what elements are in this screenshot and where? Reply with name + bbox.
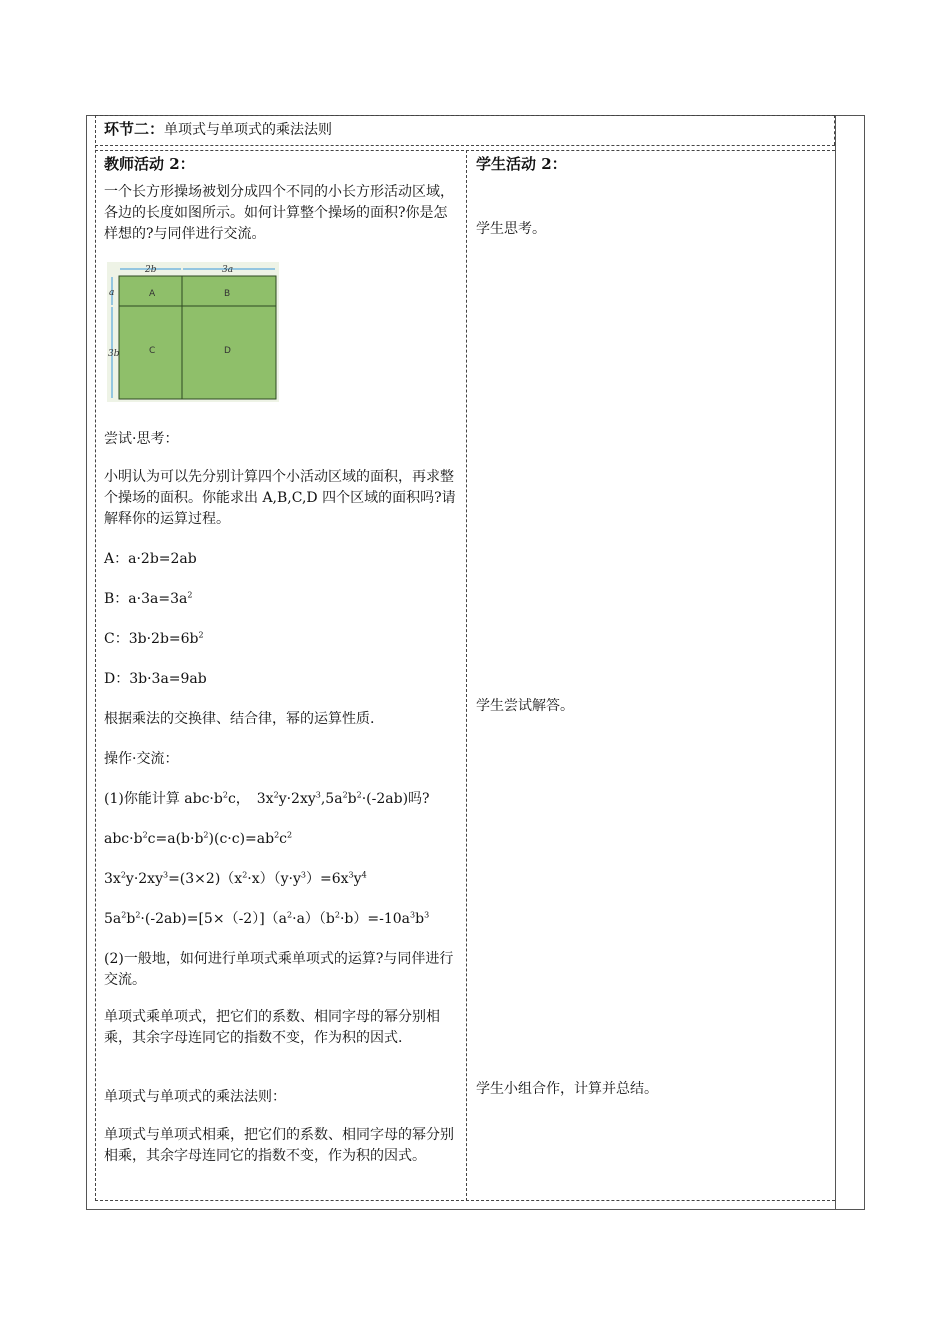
e2-part: ·x）（y·y — [247, 871, 301, 887]
e3-part: ·(-2ab)=[5×（-2）]（a — [140, 911, 288, 927]
q1-part: c， 3x — [227, 791, 274, 807]
region-c: C — [149, 346, 156, 356]
q1-part: y·2xy — [278, 791, 316, 807]
playground-figure — [107, 262, 279, 402]
teacher-header: 教师活动 2： — [104, 155, 195, 173]
q1-part: ,5a — [320, 791, 343, 807]
e2-sup: 4 — [361, 870, 367, 880]
q1-sup: 3 — [315, 790, 321, 800]
e2-part: =(3×2)（x — [168, 871, 243, 887]
label-3b: 3b — [108, 349, 120, 359]
student-step-3: 学生小组合作，计算并总结。 — [476, 1081, 658, 1097]
e2-sup: 2 — [242, 870, 248, 880]
e2-part: ）=6x — [306, 871, 349, 887]
equation-c — [104, 629, 456, 650]
equation-b-text: B：a·3a=3a — [104, 591, 188, 607]
intro-text: 一个长方形操场被划分成四个不同的小长方形活动区域，各边的长度如图所示。如何计算整个操场的面积?你是怎样想的?与同伴进行交流。 — [104, 184, 454, 242]
equation-d-text: D：3b·3a=9ab — [104, 671, 207, 687]
e2-sup: 2 — [120, 870, 126, 880]
e3-sup: 3 — [410, 910, 416, 920]
dashed-section-bottom — [95, 145, 835, 146]
q1-part: b — [347, 791, 357, 807]
section-title: 单项式与单项式的乘法法则 — [164, 122, 333, 138]
dashed-right-section — [834, 115, 835, 145]
e3-part: b — [415, 911, 425, 927]
question-1 — [104, 789, 456, 810]
label-3a: 3a — [222, 265, 234, 275]
expansion-2 — [104, 869, 456, 890]
e1-sup: 2 — [203, 830, 209, 840]
section-label: 环节二： — [104, 120, 165, 138]
region-d: D — [224, 346, 231, 356]
e1-sup: 2 — [274, 830, 280, 840]
e3-part: b — [126, 911, 136, 927]
e2-sup: 3 — [300, 870, 306, 880]
q1-sup: 2 — [273, 790, 279, 800]
e1-sup: 2 — [142, 830, 148, 840]
e1-part: c=a(b·b — [147, 831, 204, 847]
try-title: 尝试·思考： — [104, 431, 179, 447]
equation-a-text: A：a·2b=2ab — [104, 551, 197, 567]
label-2b: 2b — [145, 265, 157, 275]
equation-b — [104, 589, 456, 610]
e2-part: y — [353, 871, 362, 887]
e1-part: abc·b — [104, 831, 143, 847]
equation-a — [104, 549, 456, 570]
e1-part: c — [279, 831, 288, 847]
student-step-1: 学生思考。 — [476, 221, 546, 237]
e2-part: y·2xy — [125, 871, 163, 887]
dashed-top — [95, 115, 835, 116]
e3-sup: 2 — [287, 910, 293, 920]
expansion-3 — [104, 909, 456, 930]
equation-b-sup: 2 — [187, 590, 193, 600]
e3-part: ·b）=-10a — [339, 911, 411, 927]
e3-sup: 2 — [135, 910, 141, 920]
q1-part: ·(-2ab)吗? — [361, 791, 430, 807]
e2-part: 3x — [104, 871, 121, 887]
rule-text: 单项式与单项式相乘，把它们的系数、相同字母的幂分别相乘，其余字母连同它的指数不变，作为积的因式。 — [104, 1127, 454, 1164]
q1-part: (1)你能计算 abc·b — [104, 791, 223, 807]
e3-sup: 2 — [121, 910, 127, 920]
e2-sup: 3 — [348, 870, 354, 880]
dashed-bottom — [95, 1200, 835, 1201]
e3-part: ·a）（b — [292, 911, 335, 927]
label-a: a — [109, 288, 115, 298]
e3-sup: 3 — [424, 910, 430, 920]
reason-text: 根据乘法的交换律、结合律，幂的运算性质. — [104, 711, 375, 727]
e1-part: )(c·c)=ab — [208, 831, 275, 847]
table-right-line — [835, 115, 836, 1210]
equation-c-text: C：3b·2b=6b — [104, 631, 199, 647]
equation-c-sup: 2 — [198, 630, 204, 640]
region-b: B — [224, 289, 231, 299]
operation-title: 操作·交流： — [104, 751, 179, 767]
q1-sup: 2 — [342, 790, 348, 800]
section-heading — [104, 118, 332, 141]
region-a: A — [149, 289, 156, 299]
e3-part: 5a — [104, 911, 122, 927]
equation-d — [104, 669, 456, 690]
dashed-column-divider — [466, 150, 467, 1201]
q1-sup: 2 — [356, 790, 362, 800]
rule-title: 单项式与单项式的乘法法则： — [104, 1089, 286, 1105]
dashed-header-top — [95, 150, 835, 151]
answer-2: 单项式乘单项式，把它们的系数、相同字母的幂分别相乘，其余字母连同它的指数不变，作为积的因式. — [104, 1009, 440, 1046]
e1-sup: 2 — [287, 830, 293, 840]
expansion-1 — [104, 829, 456, 850]
try-text: 小明认为可以先分别计算四个小活动区域的面积，再求整个操场的面积。你能求出 A,B,C,D 四个区域的面积吗?请解释你的运算过程。 — [104, 469, 456, 527]
q1-sup: 2 — [222, 790, 228, 800]
dashed-left — [95, 115, 96, 1201]
student-step-2: 学生尝试解答。 — [476, 698, 574, 714]
e3-sup: 2 — [334, 910, 340, 920]
e2-sup: 3 — [162, 870, 169, 880]
question-2: (2)一般地，如何进行单项式乘单项式的运算?与同伴进行交流。 — [104, 951, 454, 988]
student-header: 学生活动 2： — [476, 155, 567, 173]
field-rect — [119, 276, 276, 399]
